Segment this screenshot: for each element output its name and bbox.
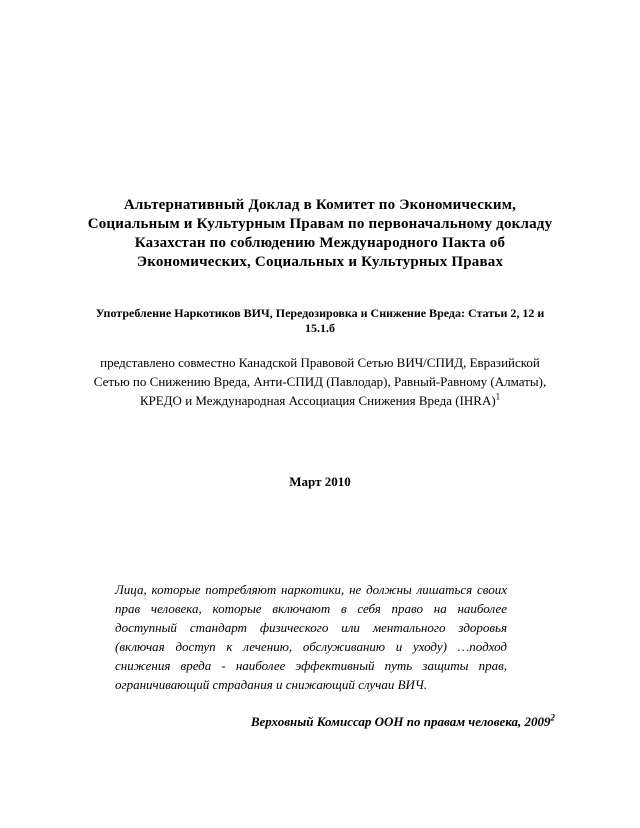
submission-text: представлено совместно Канадской Правовой Сетью ВИЧ/СПИД, Евразийской Сетью по Снижению Вреда, Анти-СПИД (Павлодар), Равный-Равному (Алматы), КРЕДО и Международная Ассоциация Снижения Вреда (IHRA) bbox=[93, 355, 547, 408]
quote-attribution bbox=[85, 714, 555, 730]
report-title: Альтернативный Доклад в Комитет по Экономическим, Социальным и Культурным Правам по первоначальному докладу Казахстан по соблюдению Международного Пакта об Экономических, Социальных и Культурных Правах bbox=[87, 197, 553, 270]
submission-statement bbox=[85, 353, 555, 410]
footnote-ref-2: 2 bbox=[550, 712, 555, 723]
page-content bbox=[85, 0, 555, 730]
footnote-ref-1: 1 bbox=[495, 391, 501, 402]
quote-attribution-text: Верховный Комиссар ООН по правам человека, 2009 bbox=[250, 714, 551, 729]
pull-quote: Лица, которые потребляют наркотики, не должны лишаться своих прав человека, которые включают в себя право на наиболее доступный стандарт физического или ментального здоровья (включая доступ к лечению, обслуживанию и уходу) …подход снижения вреда - наиболее эффективный путь защиты прав, ограничивающий страдания и снижающий случаи ВИЧ. bbox=[115, 582, 507, 692]
report-date: Март 2010 bbox=[289, 474, 351, 489]
report-subtitle: Употребление Наркотиков ВИЧ, Передозировка и Снижение Вреда: Статьи 2, 12 и 15.1.б bbox=[95, 306, 545, 335]
